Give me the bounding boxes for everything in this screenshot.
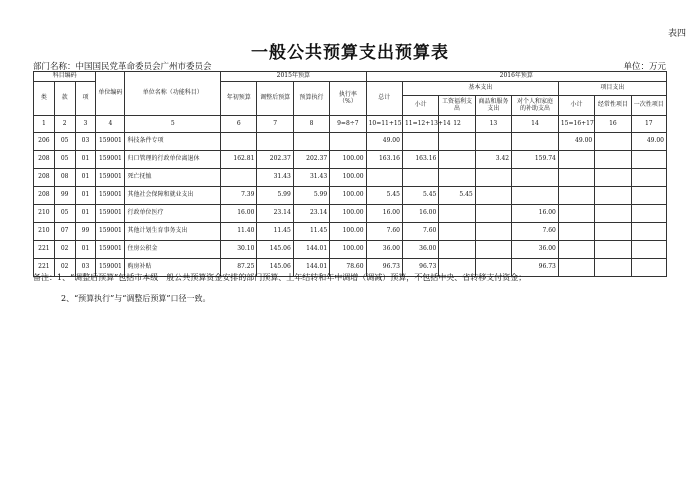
index-cell: 6: [221, 116, 257, 133]
cell-onetime: [631, 223, 666, 241]
header-2015-budget: 2015年预算: [221, 72, 367, 82]
cell-salary: [439, 223, 475, 241]
cell-salary: [439, 205, 475, 223]
cell-execution: 144.01: [293, 241, 329, 259]
cell-basic-sub: 16.00: [402, 205, 438, 223]
cell-proj-sub: [558, 169, 594, 187]
page-title: 一般公共预算支出预算表: [251, 43, 449, 63]
index-cell: 7: [257, 116, 293, 133]
index-cell: 3: [75, 116, 96, 133]
header-initial-budget: 年初预算: [221, 82, 257, 116]
cell-kuan: 02: [54, 259, 75, 277]
cell-proj-sub: [558, 205, 594, 223]
cell-execution: 144.01: [293, 259, 329, 277]
cell-code: 159001: [96, 259, 125, 277]
cell-rate: [330, 133, 366, 151]
table-row: [34, 223, 667, 241]
cell-subsidy: 36.00: [512, 241, 559, 259]
cell-kuan: 08: [54, 169, 75, 187]
cell-kuan: 99: [54, 187, 75, 205]
header-xiang: 项: [75, 82, 96, 116]
cell-total: 36.00: [366, 241, 402, 259]
cell-onetime: [631, 169, 666, 187]
cell-rate: 100.00: [330, 151, 366, 169]
cell-rate: 100.00: [330, 187, 366, 205]
cell-execution: 31.43: [293, 169, 329, 187]
cell-xiang: 01: [75, 151, 96, 169]
cell-recurring: [595, 205, 631, 223]
cell-goods: [475, 223, 511, 241]
cell-code: 159001: [96, 223, 125, 241]
index-cell: 14: [512, 116, 559, 133]
header-basic-expense: 基本支出: [402, 82, 558, 96]
cell-name: 归口管理的行政单位离退休: [125, 151, 221, 169]
notes: [33, 267, 526, 309]
cell-salary: [439, 133, 475, 151]
cell-code: 159001: [96, 241, 125, 259]
cell-name: 死亡抚恤: [125, 169, 221, 187]
table-number-tag: 表四: [667, 29, 686, 39]
cell-recurring: [595, 169, 631, 187]
cell-adjusted: 11.45: [257, 223, 293, 241]
index-cell: 2: [54, 116, 75, 133]
cell-name: 其他计划生育事务支出: [125, 223, 221, 241]
header-project-expense: 项目支出: [558, 82, 666, 96]
header-goods-services: 商品和服务支出: [475, 96, 511, 116]
cell-xiang: 01: [75, 187, 96, 205]
cell-execution: 202.37: [293, 151, 329, 169]
cell-subsidy: 159.74: [512, 151, 559, 169]
table-row: [34, 151, 667, 169]
cell-name: 购房补贴: [125, 259, 221, 277]
cell-lei: 221: [34, 259, 55, 277]
cell-proj-sub: [558, 241, 594, 259]
cell-kuan: 07: [54, 223, 75, 241]
cell-goods: 3.42: [475, 151, 511, 169]
cell-lei: 221: [34, 241, 55, 259]
cell-code: 159001: [96, 187, 125, 205]
table-row: [34, 169, 667, 187]
cell-subsidy: 16.00: [512, 205, 559, 223]
cell-execution: 23.14: [293, 205, 329, 223]
cell-lei: 208: [34, 151, 55, 169]
cell-recurring: [595, 241, 631, 259]
cell-execution: 5.99: [293, 187, 329, 205]
cell-basic-sub: 5.45: [402, 187, 438, 205]
index-cell: 16: [595, 116, 631, 133]
cell-basic-sub: 163.16: [402, 151, 438, 169]
cell-lei: 210: [34, 223, 55, 241]
cell-goods: [475, 205, 511, 223]
cell-name: 住房公积金: [125, 241, 221, 259]
cell-subsidy: 96.73: [512, 259, 559, 277]
cell-salary: 5.45: [439, 187, 475, 205]
cell-initial: 30.10: [221, 241, 257, 259]
header-execution-rate: 执行率（%）: [330, 82, 366, 116]
cell-adjusted: 23.14: [257, 205, 293, 223]
cell-recurring: [595, 259, 631, 277]
cell-onetime: [631, 205, 666, 223]
header-basic-subtotal: 小计: [402, 96, 438, 116]
cell-xiang: 01: [75, 169, 96, 187]
cell-basic-sub: 7.60: [402, 223, 438, 241]
column-index-row: [34, 116, 667, 133]
cell-subsidy: [512, 133, 559, 151]
cell-proj-sub: [558, 187, 594, 205]
cell-adjusted: 145.06: [257, 259, 293, 277]
cell-name: 科技条件专项: [125, 133, 221, 151]
cell-initial: 162.81: [221, 151, 257, 169]
cell-total: 49.00: [366, 133, 402, 151]
cell-basic-sub: 96.73: [402, 259, 438, 277]
department-name: 部门名称：中国国民党革命委员会广州市委员会: [33, 62, 212, 72]
cell-xiang: 01: [75, 205, 96, 223]
cell-adjusted: 5.99: [257, 187, 293, 205]
cell-lei: 208: [34, 169, 55, 187]
cell-total: 96.73: [366, 259, 402, 277]
cell-proj-sub: 49.00: [558, 133, 594, 151]
header-kuan: 款: [54, 82, 75, 116]
cell-initial: 16.00: [221, 205, 257, 223]
cell-total: 16.00: [366, 205, 402, 223]
cell-onetime: [631, 259, 666, 277]
cell-xiang: 03: [75, 259, 96, 277]
cell-kuan: 05: [54, 151, 75, 169]
cell-adjusted: 202.37: [257, 151, 293, 169]
index-cell: 9=8÷7: [330, 116, 366, 133]
budget-table: [33, 71, 667, 277]
index-cell: 15=16+17: [558, 116, 594, 133]
cell-rate: 100.00: [330, 223, 366, 241]
cell-subsidy: [512, 169, 559, 187]
cell-proj-sub: [558, 259, 594, 277]
cell-basic-sub: [402, 169, 438, 187]
header-lei: 类: [34, 82, 55, 116]
cell-code: 159001: [96, 133, 125, 151]
cell-recurring: [595, 151, 631, 169]
cell-subsidy: 7.60: [512, 223, 559, 241]
index-cell: 12: [439, 116, 475, 133]
header-adjusted-budget: 调整后预算: [257, 82, 293, 116]
cell-xiang: 01: [75, 241, 96, 259]
cell-goods: [475, 169, 511, 187]
header-row-1: [34, 72, 667, 82]
table-row: [34, 205, 667, 223]
cell-lei: 210: [34, 205, 55, 223]
cell-lei: 206: [34, 133, 55, 151]
cell-kuan: 02: [54, 241, 75, 259]
cell-recurring: [595, 223, 631, 241]
cell-initial: [221, 133, 257, 151]
note-2: 2、“预算执行”与“调整后预算”口径一致。: [61, 294, 211, 303]
note-1: 备注：1、“调整后预算”包括市本级一般公共预算资金安排的部门预算、上年结转和年中调增（调减）预算，不包括中央、省转移支付资金；: [33, 273, 527, 282]
cell-xiang: 99: [75, 223, 96, 241]
cell-recurring: [595, 187, 631, 205]
cell-adjusted: 31.43: [257, 169, 293, 187]
cell-code: 159001: [96, 205, 125, 223]
index-cell: 17: [631, 116, 666, 133]
cell-onetime: [631, 187, 666, 205]
header-unit-name: 单位名称（功能科目）: [125, 72, 221, 116]
cell-initial: [221, 169, 257, 187]
header-salary-welfare: 工资福利支出: [439, 96, 475, 116]
cell-rate: 100.00: [330, 205, 366, 223]
cell-subsidy: [512, 187, 559, 205]
header-budget-execution: 预算执行: [293, 82, 329, 116]
cell-salary: [439, 151, 475, 169]
cell-goods: [475, 187, 511, 205]
cell-total: 163.16: [366, 151, 402, 169]
cell-initial: 7.39: [221, 187, 257, 205]
index-cell: 5: [125, 116, 221, 133]
cell-recurring: [595, 133, 631, 151]
header-individual-subsidy: 对个人和家庭的补助支出: [512, 96, 559, 116]
table-row: [34, 187, 667, 205]
cell-onetime: 49.00: [631, 133, 666, 151]
index-cell: 11=12+13+14: [402, 116, 438, 133]
cell-name: 行政单位医疗: [125, 205, 221, 223]
index-cell: 1: [34, 116, 55, 133]
cell-proj-sub: [558, 223, 594, 241]
cell-adjusted: 145.06: [257, 241, 293, 259]
cell-lei: 208: [34, 187, 55, 205]
cell-rate: 78.60: [330, 259, 366, 277]
header-unit-code: 单位编码: [96, 72, 125, 116]
cell-initial: 11.40: [221, 223, 257, 241]
header-recurring-project: 经常性项目: [595, 96, 631, 116]
header-subject-code: 科目编码: [34, 72, 96, 82]
table-row: [34, 133, 667, 151]
cell-code: 159001: [96, 169, 125, 187]
cell-onetime: [631, 151, 666, 169]
header-one-time-project: 一次性项目: [631, 96, 666, 116]
cell-kuan: 05: [54, 133, 75, 151]
cell-total: 7.60: [366, 223, 402, 241]
cell-kuan: 05: [54, 205, 75, 223]
cell-execution: 11.45: [293, 223, 329, 241]
header-total: 总计: [366, 82, 402, 116]
header-project-subtotal: 小计: [558, 96, 594, 116]
cell-execution: [293, 133, 329, 151]
cell-code: 159001: [96, 151, 125, 169]
cell-proj-sub: [558, 151, 594, 169]
cell-total: 5.45: [366, 187, 402, 205]
index-cell: 10=11+15: [366, 116, 402, 133]
cell-basic-sub: [402, 133, 438, 151]
cell-total: [366, 169, 402, 187]
cell-adjusted: [257, 133, 293, 151]
cell-rate: 100.00: [330, 241, 366, 259]
index-cell: 4: [96, 116, 125, 133]
index-cell: 8: [293, 116, 329, 133]
index-cell: 13: [475, 116, 511, 133]
currency-unit: 单位：万元: [623, 62, 666, 72]
cell-goods: [475, 241, 511, 259]
cell-rate: 100.00: [330, 169, 366, 187]
data-rows: [34, 133, 667, 277]
cell-onetime: [631, 241, 666, 259]
cell-salary: [439, 169, 475, 187]
cell-goods: [475, 133, 511, 151]
cell-initial: 87.25: [221, 259, 257, 277]
cell-salary: [439, 241, 475, 259]
cell-basic-sub: 36.00: [402, 241, 438, 259]
table-row: [34, 241, 667, 259]
header-2016-budget: 2016年预算: [366, 72, 666, 82]
cell-name: 其他社会保障和就业支出: [125, 187, 221, 205]
cell-xiang: 03: [75, 133, 96, 151]
